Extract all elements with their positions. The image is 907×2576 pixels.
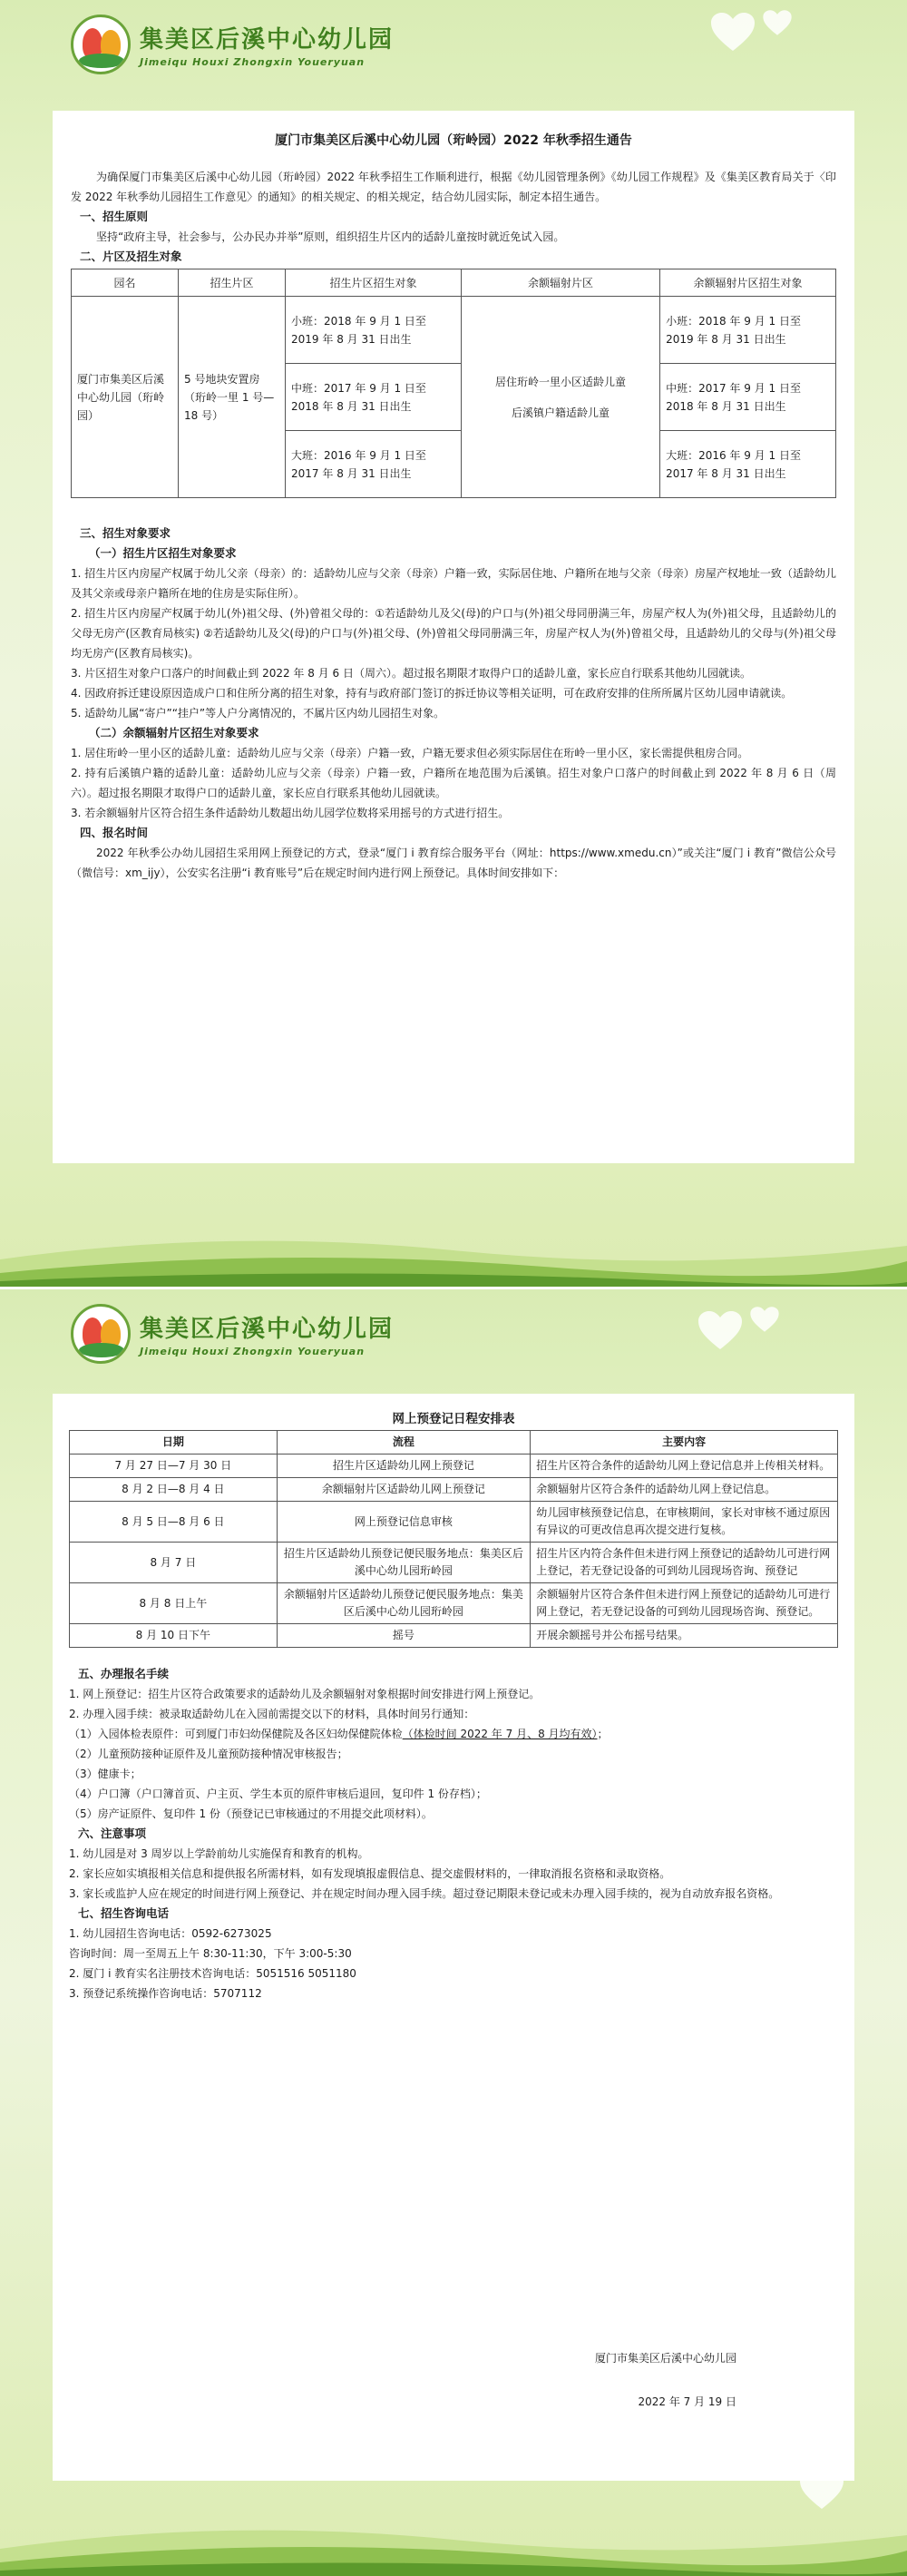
logo-title: 集美区后溪中心幼儿园 — [140, 26, 395, 54]
enrollment-area-table — [71, 269, 836, 498]
section-text: 坚持“政府主导，社会参与，公办民办并举”原则，组织招生片区内的适龄儿童按时就近免试入园。 — [96, 230, 565, 243]
table-header-cell: 招生片区招生对象 — [286, 269, 462, 297]
extra-target-cell-middle-class: 中班：2017 年 9 月 1 日至 2018 年 8 月 31 日出生 — [660, 364, 836, 431]
table-row — [70, 1478, 838, 1502]
heart-decoration-icon — [762, 9, 793, 36]
notice-body-continued — [53, 1394, 854, 2481]
subsection-heading: （二）余额辐射片区招生对象要求 — [89, 726, 259, 739]
section-heading: 二、片区及招生对象 — [80, 250, 182, 263]
table-header-cell: 园名 — [72, 269, 179, 297]
schedule-content-cell: 余额辐射片区符合条件但未进行网上预登记的适龄幼儿可进行网上登记，若无登记设备的可到幼儿园现场咨询、预登记。 — [531, 1583, 838, 1624]
logo-pinyin: Jimeiqu Houxi Zhongxin Youeryuan — [140, 1346, 366, 1357]
logo-title: 集美区后溪中心幼儿园 — [140, 1316, 395, 1343]
kindergarten-emblem-icon — [71, 1304, 131, 1364]
extra-target-cell-small-class: 小班：2018 年 9 月 1 日至 2019 年 8 月 31 日出生 — [660, 297, 836, 364]
subsection-heading: （一）招生片区招生对象要求 — [89, 546, 237, 560]
kindergarten-logo — [71, 1304, 394, 1364]
material-text: ； — [597, 1728, 609, 1740]
table-header-cell: 余额辐射片区招生对象 — [660, 269, 836, 297]
schedule-date-cell: 8 月 5 日—8 月 6 日 — [70, 1502, 278, 1543]
schedule-date-cell: 8 月 10 日下午 — [70, 1624, 278, 1648]
procedure-item: 2. 办理入园手续：被录取适龄幼儿在入园前需提交以下的材料，具体时间另行通知： — [69, 1708, 475, 1720]
notice-body — [53, 111, 854, 1163]
schedule-table-title: 网上预登记日程安排表 — [392, 1412, 515, 1426]
table-row — [70, 1502, 838, 1543]
material-item: （5）房产证原件、复印件 1 份（预登记已审核通过的不用提交此项材料）。 — [69, 1807, 433, 1820]
material-text: （1）入园体检表原件：可到厦门市妇幼保健院及各区妇幼保健院体检 — [69, 1728, 403, 1740]
table-header-row — [70, 1431, 838, 1455]
contact-item: 2. 厦门 i 教育实名注册技术咨询电话：5051516 5051180 — [69, 1967, 356, 1980]
extra-area-line: 后溪镇户籍适龄儿童 — [511, 406, 610, 419]
requirement-item: 2. 招生片区内房屋产权属于幼儿(外)祖父母、(外)曾祖父母的：①若适龄幼儿及父(母)的户口与(外)祖父母同册满三年，房屋产权人为(外)祖父母，且适龄幼儿的父母无房产(区教育局核实) ②若适龄幼儿及父(母)的户口与(外)祖父母、(外)曾祖父母同册满三年，房屋产权人为(外)曾祖父母，且适龄幼儿的父母与(外)祖父母均无房产(区教育局核实)。 — [71, 607, 836, 660]
schedule-content-cell: 开展余额摇号并公布摇号结果。 — [531, 1624, 838, 1648]
kindergarten-emblem-icon — [71, 15, 131, 74]
section-text: 2022 年秋季公办幼儿园招生采用网上预登记的方式，登录“厦门 i 教育综合服务平台（网址：https://www.xmedu.cn）”或关注“厦门 i 教育”微信公众号（微信号：xm_ijy），公安实名注册“i 教育账号”后在规定时间内进行网上预登记。具体时间安排如下： — [71, 847, 836, 879]
material-item: （4）户口簿（户口簿首页、户主页、学生本页的原件审核后退回，复印件 1 份存档）； — [69, 1788, 487, 1800]
requirement-item: 3. 若余额辐射片区符合招生条件适龄幼儿数超出幼儿园学位数将采用摇号的方式进行招生。 — [71, 807, 510, 819]
schedule-date-cell: 8 月 8 日上午 — [70, 1583, 278, 1624]
notice-item: 2. 家长应如实填报相关信息和提供报名所需材料，如有发现填报虚假信息、提交虚假材料的，一律取消报名资格和录取资格。 — [69, 1867, 671, 1880]
issuing-organization: 厦门市集美区后溪中心幼儿园 — [594, 2352, 736, 2365]
schedule-process-cell: 余额辐射片区适龄幼儿预登记便民服务地点：集美区后溪中心幼儿园珩岭园 — [277, 1583, 531, 1624]
requirement-item: 2. 持有后溪镇户籍的适龄儿童：适龄幼儿应与父亲（母亲）户籍一致，户籍所在地范围为后溪镇。招生对象户口落户的时间截止到 2022 年 8 月 6 日（周六）。超过报名期限才取得户口的适龄儿童，家长应自行联系其他幼儿园就读。 — [71, 767, 836, 799]
requirement-item: 3. 片区招生对象户口落户的时间截止到 2022 年 8 月 6 日（周六）。超过报名期限才取得户口的适龄儿童，家长应自行联系其他幼儿园就读。 — [71, 667, 751, 680]
table-header-row — [72, 269, 836, 297]
schedule-content-cell: 余额辐射片区符合条件的适龄幼儿网上登记信息。 — [531, 1478, 838, 1502]
issue-date: 2022 年 7 月 19 日 — [638, 2395, 736, 2408]
table-row — [70, 1624, 838, 1648]
material-item — [69, 1724, 838, 1744]
heart-decoration-icon — [709, 11, 756, 53]
material-item: （2）儿童预防接种证原件及儿童预防接种情况审核报告； — [69, 1748, 348, 1760]
material-item: （3）健康卡； — [69, 1768, 141, 1780]
medical-exam-validity-note: （体检时间 2022 年 7 月、8 月均有效） — [402, 1728, 598, 1740]
table-row — [70, 1543, 838, 1583]
contact-item: 咨询时间：周一至周五上午 8:30-11:30，下午 3:00-5:30 — [69, 1947, 352, 1960]
target-cell-middle-class: 中班：2017 年 9 月 1 日至 2018 年 8 月 31 日出生 — [286, 364, 462, 431]
table-header-cell: 主要内容 — [531, 1431, 838, 1455]
schedule-process-cell: 余额辐射片区适龄幼儿网上预登记 — [277, 1478, 531, 1502]
notice-page-2 — [0, 1289, 907, 2576]
schedule-table — [69, 1430, 838, 1648]
extra-area-line: 居住珩岭一里小区适龄儿童 — [494, 375, 626, 388]
heart-decoration-icon — [749, 1306, 780, 1333]
schedule-content-cell: 招生片区符合条件的适龄幼儿网上登记信息并上传相关材料。 — [531, 1455, 838, 1478]
schedule-content-cell: 幼儿园审核预登记信息，在审核期间，家长对审核不通过原因有异议的可更改信息再次提交进行复核。 — [531, 1502, 838, 1543]
table-header-cell: 招生片区 — [179, 269, 286, 297]
extra-target-cell-large-class: 大班：2016 年 9 月 1 日至 2017 年 8 月 31 日出生 — [660, 431, 836, 498]
table-header-cell: 余额辐射片区 — [461, 269, 659, 297]
section-heading: 五、办理报名手续 — [78, 1667, 170, 1680]
kindergarten-name-cell: 厦门市集美区后溪中心幼儿园（珩岭园） — [72, 297, 179, 498]
table-header-cell: 流程 — [277, 1431, 531, 1455]
table-row — [70, 1455, 838, 1478]
schedule-content-cell: 招生片区内符合条件但未进行网上预登记的适龄幼儿可进行网上登记，若无登记设备的可到幼儿园现场咨询、预登记 — [531, 1543, 838, 1583]
schedule-process-cell: 招生片区适龄幼儿预登记便民服务地点：集美区后溪中心幼儿园珩岭园 — [277, 1543, 531, 1583]
wave-decoration — [0, 1223, 907, 1287]
section-heading: 六、注意事项 — [78, 1827, 147, 1840]
schedule-process-cell: 网上预登记信息审核 — [277, 1502, 531, 1543]
section-heading: 三、招生对象要求 — [80, 526, 171, 540]
section-heading: 四、报名时间 — [80, 826, 149, 839]
enrollment-area-cell: 5 号地块安置房（珩岭一里 1 号—18 号） — [179, 297, 286, 498]
schedule-process-cell: 招生片区适龄幼儿网上预登记 — [277, 1455, 531, 1478]
section-heading: 七、招生咨询电话 — [78, 1906, 170, 1920]
requirement-item: 4. 因政府拆迁建设原因造成户口和住所分离的招生对象，持有与政府部门签订的拆迁协议等相关证明，可在政府安排的住所所属片区幼儿园申请就读。 — [71, 687, 793, 700]
target-cell-small-class: 小班：2018 年 9 月 1 日至 2019 年 8 月 31 日出生 — [286, 297, 462, 364]
requirement-item: 1. 居住珩岭一里小区的适龄儿童：适龄幼儿应与父亲（母亲）户籍一致，户籍无要求但必须实际居住在珩岭一里小区，家长需提供租房合同。 — [71, 747, 749, 759]
logo-pinyin: Jimeiqu Houxi Zhongxin Youeryuan — [140, 56, 366, 68]
table-header-cell: 日期 — [70, 1431, 278, 1455]
wave-decoration — [0, 2512, 907, 2576]
table-row — [70, 1583, 838, 1624]
contact-item: 1. 幼儿园招生咨询电话：0592-6273025 — [69, 1927, 272, 1940]
kindergarten-logo — [71, 15, 394, 74]
requirement-item: 1. 招生片区内房屋产权属于幼儿父亲（母亲）的：适龄幼儿应与父亲（母亲）户籍一致，实际居住地、户籍所在地与父亲（母亲）房屋产权地址一致（适龄幼儿及其父亲或母亲户籍所在地的住房是实际住所）。 — [71, 567, 836, 600]
schedule-process-cell: 摇号 — [277, 1624, 531, 1648]
section-heading: 一、招生原则 — [80, 210, 149, 223]
contact-item: 3. 预登记系统操作咨询电话：5707112 — [69, 1987, 262, 2000]
schedule-date-cell: 8 月 2 日—8 月 4 日 — [70, 1478, 278, 1502]
schedule-date-cell: 7 月 27 日—7 月 30 日 — [70, 1455, 278, 1478]
extra-area-cell — [461, 297, 659, 498]
schedule-date-cell: 8 月 7 日 — [70, 1543, 278, 1583]
target-cell-large-class: 大班：2016 年 9 月 1 日至 2017 年 8 月 31 日出生 — [286, 431, 462, 498]
requirement-item: 5. 适龄幼儿属“寄户”“挂户”等人户分离情况的，不属片区内幼儿园招生对象。 — [71, 707, 445, 720]
notice-item: 3. 家长或监护人应在规定的时间进行网上预登记、并在规定时间办理入园手续。超过登记期限未登记或未办理入园手续的，视为自动放弃报名资格。 — [69, 1887, 780, 1900]
procedure-item: 1. 网上预登记：招生片区符合政策要求的适龄幼儿及余额辐射对象根据时间安排进行网上预登记。 — [69, 1688, 541, 1700]
document-title: 厦门市集美区后溪中心幼儿园（珩岭园）2022 年秋季招生通告 — [275, 133, 632, 148]
notice-item: 1. 幼儿园是对 3 周岁以上学龄前幼儿实施保育和教育的机构。 — [69, 1847, 369, 1860]
signature-block — [595, 2348, 736, 2412]
table-row — [72, 297, 836, 364]
intro-paragraph: 为确保厦门市集美区后溪中心幼儿园（珩岭园）2022 年秋季招生工作顺利进行，根据《幼儿园管理条例》《幼儿园工作规程》及《集美区教育局关于〈印发 2022 年秋季幼儿园招生工作意见〉的通知》的相关规定、的相关规定，结合幼儿园实际，制定本招生通告。 — [71, 171, 836, 203]
heart-decoration-icon — [697, 1309, 744, 1351]
notice-page-1 — [0, 0, 907, 1287]
